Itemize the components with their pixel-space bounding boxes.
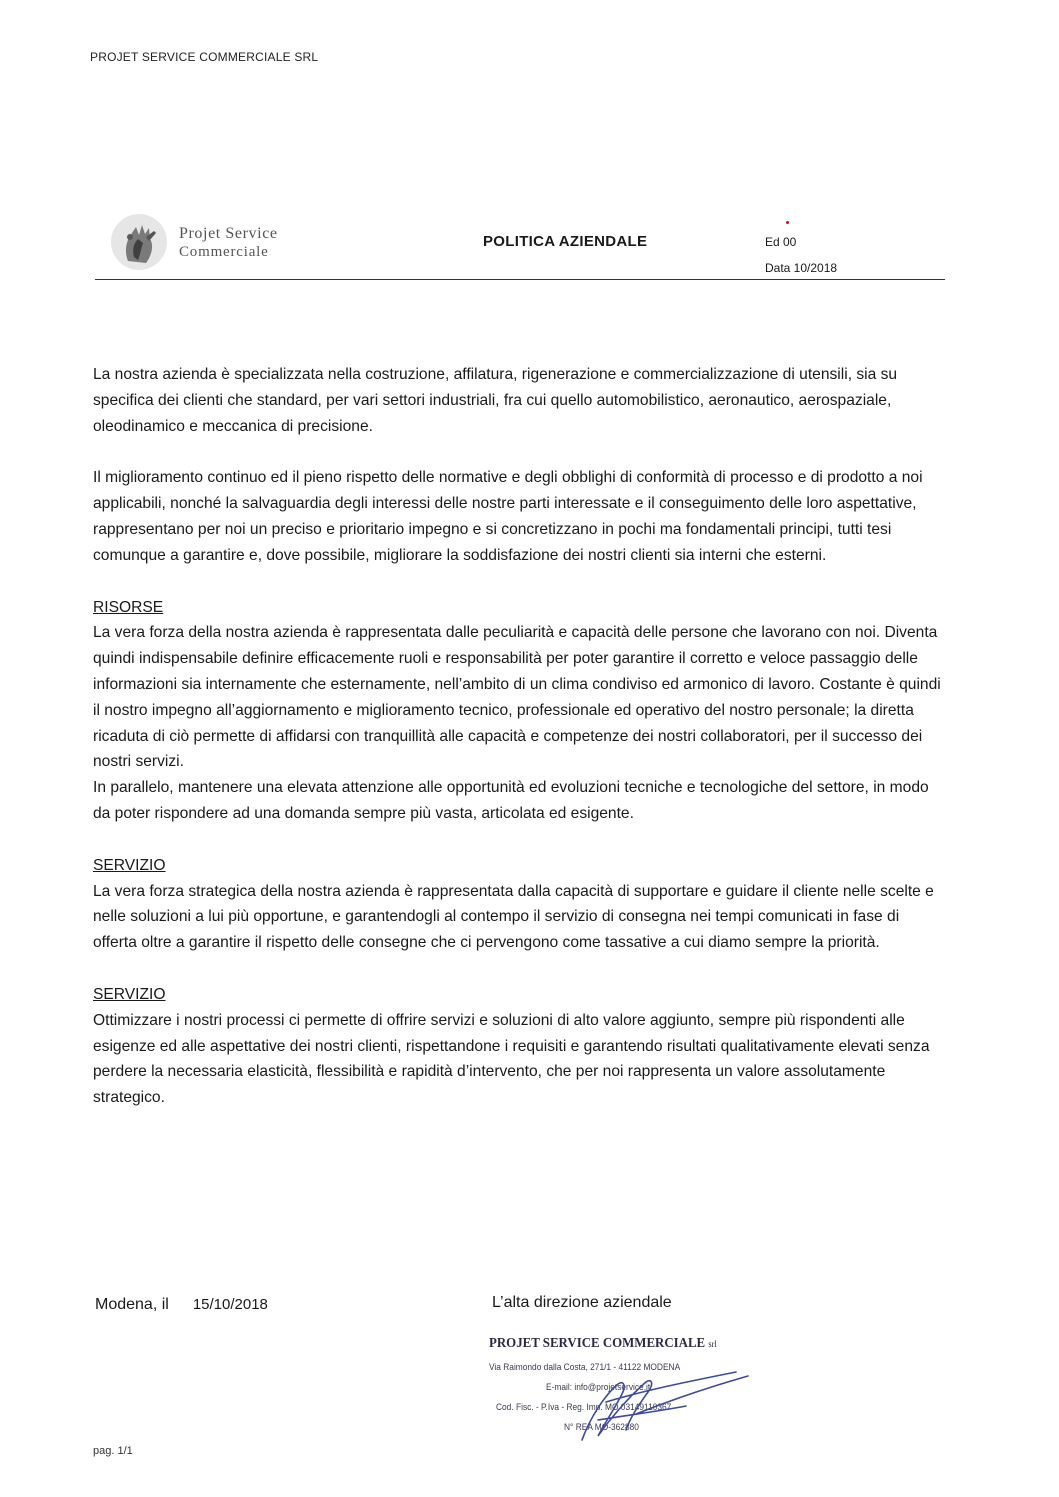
document-header — [95, 205, 945, 280]
stamp-suffix: srl — [708, 1339, 717, 1349]
section-paragraph: La vera forza strategica della nostra azienda è rappresentata dalla capacità di supportare e guidare il cliente nelle scelte e nelle soluzioni a lui più opportune, e garantendogli al contempo il servizio di consegna nei tempi comunicati in fase di offerta oltre a garantire il rispetto delle consegne che ci pervengono come tassative a cui diamo sempre la priorità. — [93, 882, 934, 952]
section-paragraph: Ottimizzare i nostri processi ci permette di offrire servizi e soluzioni di alto valore aggiunto, sempre più rispondenti alle esigenze ed alle aspettative dei nostri clienti, rispettandone i requisiti e garantendo risultati qualitativamente elevati senza perdere la necessaria elasticità, flessibilità e rapidità d’intervento, che per noi rappresenta un valore assolutamente strategico. — [93, 1011, 930, 1107]
management-label: L’alta direzione aziendale — [492, 1294, 672, 1311]
edition-label: Ed 00 — [765, 235, 797, 249]
page-number: pag. 1/1 — [93, 1445, 133, 1457]
section-title-servizio: SERVIZIO — [93, 856, 166, 874]
policy-body — [93, 362, 945, 1111]
section-paragraph: La vera forza della nostra azienda è rappresentata dalle peculiarità e capacità delle persone che lavorano con noi. Diventa quindi indispensabile definire efficacemente ruoli e responsabilità per poter garantire il corretto e veloce passaggio delle informazioni sia internamente che esternamente, nell’ambito di un clima condiviso ed armonico di lavoro. Costante è quindi il nostro impegno all’aggiornamento e miglioramento tecnico, professionale ed operativo del nostro personale; la diretta ricaduta di ciò permette di affidarsi con tranquillità alle capacità e competenze dei nostri collaboratori, per il successo dei nostri servizi. — [93, 624, 941, 771]
section-title-servizio-2: SERVIZIO — [93, 985, 166, 1003]
stamp-address: Via Raimondo dalla Costa, 271/1 - 41122 MODENA — [489, 1362, 681, 1373]
document-title: POLITICA AZIENDALE — [483, 233, 648, 250]
stamp-rea: N° REA MO-362880 — [564, 1422, 639, 1433]
signature-date: 15/10/2018 — [192, 1296, 268, 1313]
company-name-top: PROJET SERVICE COMMERCIALE SRL — [90, 50, 319, 64]
company-stamp — [486, 1332, 756, 1442]
section-paragraph: In parallelo, mantenere una elevata attenzione alle opportunità ed evoluzioni tecniche e tecnologiche del settore, in modo da poter rispondere ad una domanda sempre più vasta, articolata ed esigente. — [93, 779, 929, 822]
section-title-risorse: RISORSE — [93, 598, 164, 616]
red-dot-mark — [786, 221, 789, 224]
document-date: Data 10/2018 — [765, 261, 838, 275]
logo-text — [179, 225, 278, 261]
stamp-fiscal: Cod. Fisc. - P.Iva - Reg. Imp. MO 03149110367 — [496, 1402, 672, 1413]
handwritten-signature — [486, 1332, 756, 1442]
intro-paragraph-1: La nostra azienda è specializzata nella costruzione, affilatura, rigenerazione e commercializzazione di utensili, sia su specifica dei clienti che standard, per vari settori industriali, fra cui quello automobilistico, aeronautico, aerospaziale, oleodinamico e meccanica di precisione. — [93, 366, 898, 435]
place-label: Modena, il — [95, 1296, 169, 1313]
place-and-date — [95, 1296, 268, 1314]
header-divider — [95, 279, 945, 280]
logo-text-line1: Projet Service — [179, 225, 278, 242]
hand-tools-logo — [110, 213, 168, 271]
stamp-email: E-mail: info@projetservice.it — [546, 1382, 651, 1393]
logo-text-line2: Commerciale — [179, 244, 269, 260]
intro-paragraph-2: Il miglioramento continuo ed il pieno rispetto delle normative e degli obblighi di conformità di processo e di prodotto a noi applicabili, nonché la salvaguardia degli interessi delle nostre parti interessate e il conseguimento delle loro aspettative, rappresentano per noi un preciso e prioritario impegno e si concretizzano in pochi ma fondamentali principi, tutti tesi comunque a garantire e, dove possibile, migliorare la soddisfazione dei nostri clienti sia interni che esterni. — [93, 469, 923, 564]
stamp-name: PROJET SERVICE COMMERCIALE — [489, 1336, 706, 1351]
